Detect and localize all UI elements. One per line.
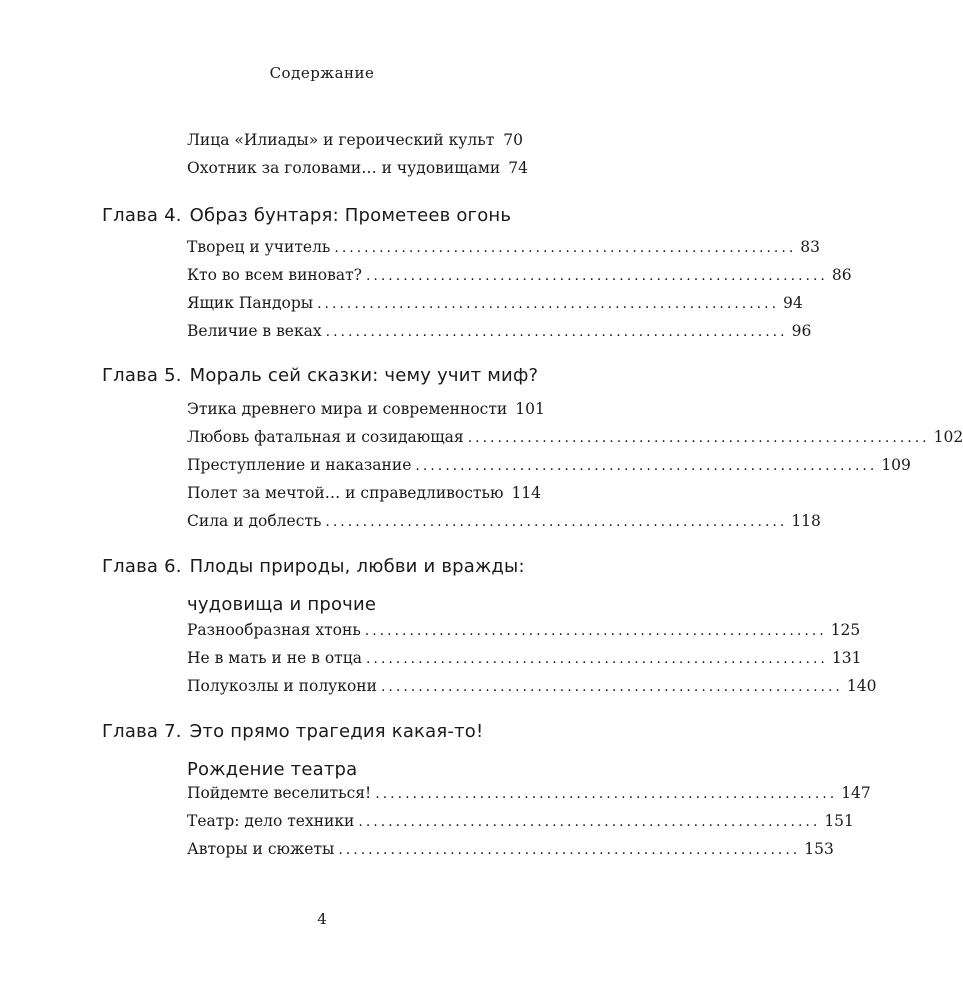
toc-entry-title: Не в мать и не в отца: [187, 649, 362, 667]
toc-entry-page: 125: [830, 621, 861, 639]
chapter-label: Глава 4.: [102, 205, 182, 226]
toc-entry-title: Авторы и сюжеты: [187, 840, 335, 858]
chapter-heading[interactable]: [102, 713, 562, 789]
toc-entry-title: Величие в веках: [187, 322, 322, 340]
chapter-title: Мораль сей сказки: чему учит миф?: [189, 365, 539, 386]
toc-entry-page: 94: [783, 294, 803, 312]
toc-entry-page: 74: [508, 159, 528, 177]
leader-dots: ..............................................................: [317, 296, 780, 312]
toc-entry[interactable]: [187, 128, 523, 152]
toc-entry-page: 109: [881, 456, 911, 474]
chapter-title: Плоды природы, любви и вражды:: [189, 556, 525, 577]
toc-entry-page: 86: [831, 266, 852, 284]
toc-entry-title: Полет за мечтой… и справедливостью: [187, 484, 504, 502]
chapter-title-continued: чудовища и прочие: [187, 594, 377, 615]
chapter-label: Глава 5.: [102, 365, 182, 386]
chapter-title-continued: Рождение театра: [187, 759, 358, 780]
toc-entry-page: 153: [804, 840, 834, 858]
chapter-title: Образ бунтаря: Прометеев огонь: [189, 205, 512, 226]
leader-dots: ..............................................................: [415, 458, 878, 474]
toc-entry[interactable]: [187, 646, 862, 670]
leader-dots: ..............................................................: [325, 514, 788, 530]
toc-entry-title: Полукозлы и полукони: [187, 677, 377, 695]
chapter-label: Глава 7.: [102, 721, 182, 742]
toc-entry-page: 101: [515, 400, 545, 418]
toc-entry-title: Охотник за головами… и чудовищами: [187, 159, 501, 177]
toc-entry[interactable]: [187, 425, 963, 449]
running-head: Содержание: [269, 64, 375, 82]
toc-entry-page: 114: [511, 484, 542, 502]
toc-entry-page: 70: [503, 131, 523, 149]
leader-dots: ..............................................................: [365, 268, 828, 284]
toc-entry-page: 83: [800, 238, 821, 256]
toc-entry[interactable]: [187, 319, 812, 343]
toc-entry[interactable]: [187, 837, 834, 861]
leader-dots: ..............................................................: [338, 842, 801, 858]
toc-entry-title: Сила и доблесть: [187, 512, 322, 530]
toc-entry[interactable]: [187, 397, 545, 421]
leader-dots: ..............................................................: [380, 679, 843, 695]
leader-dots: ..............................................................: [334, 240, 797, 256]
toc-entry-page: 118: [791, 512, 821, 530]
toc-entry-page: 151: [824, 812, 854, 830]
chapter-heading[interactable]: [102, 197, 562, 235]
toc-entry[interactable]: [187, 235, 821, 259]
toc-entry-title: Этика древнего мира и современности: [187, 400, 508, 418]
toc-entry[interactable]: [187, 263, 852, 287]
toc-entry-page: 140: [846, 677, 877, 695]
toc-entry-title: Преступление и наказание: [187, 456, 412, 474]
toc-entry-title: Ящик Пандоры: [187, 294, 314, 312]
toc-entry-page: 147: [841, 784, 871, 802]
leader-dots: ..............................................................: [365, 651, 828, 667]
toc-entry[interactable]: [187, 809, 854, 833]
toc-entry[interactable]: [187, 453, 911, 477]
toc-entry[interactable]: [187, 674, 877, 698]
leader-dots: [498, 129, 499, 153]
toc-entry-title: Пойдемте веселиться!: [187, 784, 372, 802]
leader-dots: ..............................................................: [364, 623, 827, 639]
toc-entry-title: Театр: дело техники: [187, 812, 355, 830]
chapter-heading[interactable]: [102, 357, 562, 395]
toc-entry[interactable]: [187, 509, 821, 533]
toc-entry-page: 102: [933, 428, 963, 446]
chapter-heading[interactable]: [102, 548, 562, 624]
chapter-label: Глава 6.: [102, 556, 182, 577]
toc-entry-title: Творец и учитель: [187, 238, 331, 256]
toc-entry-title: Разнообразная хтонь: [187, 621, 361, 639]
toc-entry-page: 96: [791, 322, 812, 340]
toc-entry[interactable]: [187, 481, 542, 505]
toc-entry[interactable]: [187, 618, 861, 642]
toc-entry-title: Лица «Илиады» и героический культ: [187, 131, 495, 149]
leader-dots: ..............................................................: [375, 786, 838, 802]
leader-dots: ..............................................................: [358, 814, 821, 830]
toc-entry-title: Любовь фатальная и созидающая: [187, 428, 464, 446]
toc-entry-title: Кто во всем виноват?: [187, 266, 362, 284]
chapter-title: Это прямо трагедия какая-то!: [189, 721, 484, 742]
page-number: 4: [317, 910, 327, 928]
toc-entry[interactable]: [187, 291, 803, 315]
leader-dots: ..............................................................: [325, 324, 788, 340]
toc-entry-page: 131: [831, 649, 862, 667]
toc-entry[interactable]: [187, 156, 528, 180]
leader-dots: ..............................................................: [467, 430, 930, 446]
toc-entry[interactable]: [187, 781, 871, 805]
